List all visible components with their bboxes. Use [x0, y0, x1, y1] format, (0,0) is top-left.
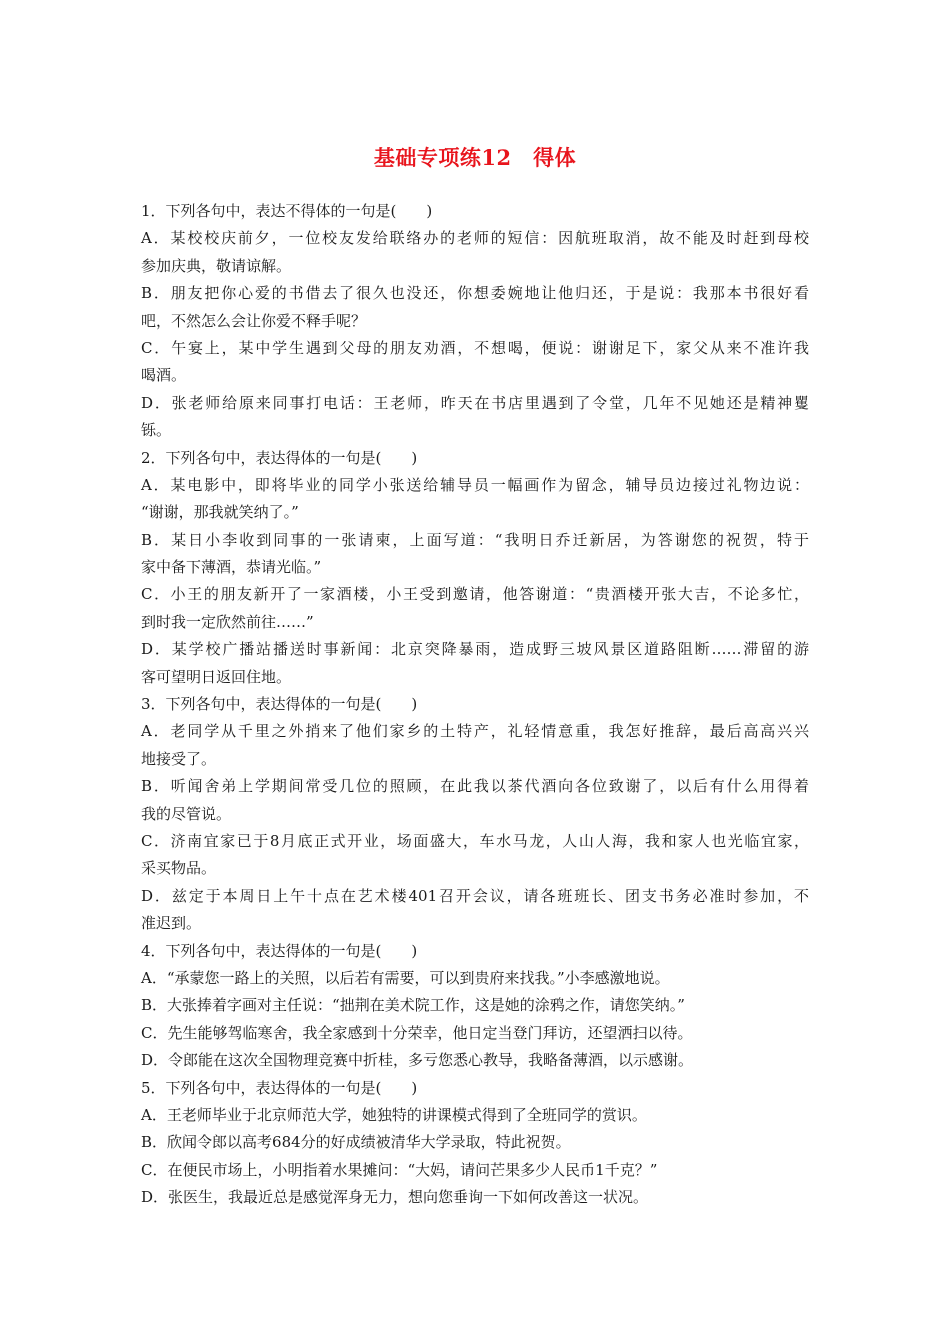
- text-line: C．小王的朋友新开了一家酒楼，小王受到邀请，他答谢道：“贵酒楼开张大吉，不论多忙，: [141, 585, 809, 604]
- text-line: B．欣闻令郎以高考684分的好成绩被清华大学录取，特此祝贺。: [141, 1133, 571, 1152]
- text-line: C．午宴上，某中学生遇到父母的朋友劝酒，不想喝，便说：谢谢足下，家父从来不准许我: [141, 338, 809, 357]
- text-line: C．在便民市场上，小明指着水果摊问：“大妈，请问芒果多少人民币1千克？”: [141, 1160, 658, 1179]
- text-line: 准迟到。: [141, 914, 202, 933]
- text-line: B．朋友把你心爱的书借去了很久也没还，你想委婉地让他归还，于是说：我那本书很好看: [141, 284, 809, 303]
- text-line: “谢谢，那我就笑纳了。”: [141, 503, 299, 522]
- text-line: D．兹定于本周日上午十点在艺术楼401召开会议，请各班班长、团支书务必准时参加，不: [141, 886, 809, 905]
- text-line: B．某日小李收到同事的一张请柬，上面写道：“我明日乔迁新居，为答谢您的祝贺，特于: [141, 530, 809, 549]
- text-line: 参加庆典，敬请谅解。: [141, 256, 292, 275]
- text-line: D．令郎能在这次全国物理竞赛中折桂，多亏您悉心教导，我略备薄酒，以示感谢。: [141, 1051, 694, 1070]
- text-line: D．张老师给原来同事打电话：王老师，昨天在书店里遇到了令堂，几年不见她还是精神矍: [141, 393, 809, 412]
- page-title: 基础专项练12 得体: [373, 145, 577, 170]
- text-line: 铄。: [141, 421, 172, 440]
- text-line: 5．下列各句中，表达得体的一句是( ): [141, 1078, 418, 1097]
- text-line: A．老同学从千里之外捎来了他们家乡的土特产，礼轻情意重，我怎好推辞，最后高高兴兴: [141, 722, 809, 741]
- text-line: B．大张捧着字画对主任说：“拙荆在美术院工作，这是她的涂鸦之作，请您笑纳。”: [141, 996, 685, 1015]
- text-line: A．“承蒙您一路上的关照，以后若有需要，可以到贵府来找我。”小李感激地说。: [141, 968, 670, 987]
- text-line: 家中备下薄酒，恭请光临。”: [141, 558, 322, 577]
- text-line: A．王老师毕业于北京师范大学，她独特的讲课模式得到了全班同学的赏识。: [141, 1105, 647, 1124]
- text-line: 采买物品。: [141, 859, 217, 878]
- text-line: C．济南宜家已于8月底正式开业，场面盛大，车水马龙，人山人海，我和家人也光临宜家，: [141, 831, 809, 850]
- text-line: D．某学校广播站播送时事新闻：北京突降暴雨，造成野三坡风景区道路阻断……滞留的游: [141, 640, 809, 659]
- text-line: 地接受了。: [141, 749, 217, 768]
- text-line: 我的尽管说。: [141, 804, 232, 823]
- text-line: 3．下列各句中，表达得体的一句是( ): [141, 695, 418, 714]
- text-line: A．某电影中，即将毕业的同学小张送给辅导员一幅画作为留念，辅导员边接过礼物边说：: [141, 475, 809, 494]
- text-line: 4．下列各句中，表达得体的一句是( ): [141, 941, 418, 960]
- text-line: D．张医生，我最近总是感觉浑身无力，想向您垂询一下如何改善这一状况。: [141, 1188, 649, 1207]
- text-line: C．先生能够驾临寒舍，我全家感到十分荣幸，他日定当登门拜访，还望洒扫以待。: [141, 1023, 693, 1042]
- text-line: 喝酒。: [141, 366, 187, 385]
- text-line: A．某校校庆前夕，一位校友发给联络办的老师的短信：因航班取消，故不能及时赶到母校: [141, 229, 809, 248]
- text-line: 客可望明日返回住地。: [141, 667, 292, 686]
- text-line: 2．下列各句中，表达得体的一句是( ): [141, 448, 418, 467]
- question-content: [141, 198, 809, 1211]
- text-line: 到时我一定欣然前往……”: [141, 612, 314, 631]
- text-line: 1．下列各句中，表达不得体的一句是( ): [141, 202, 433, 220]
- text-line: 吧，不然怎么会让你爱不释手呢？: [141, 311, 367, 330]
- text-line: B．听闻舍弟上学期间常受几位的照顾，在此我以茶代酒向各位致谢了，以后有什么用得着: [141, 777, 809, 796]
